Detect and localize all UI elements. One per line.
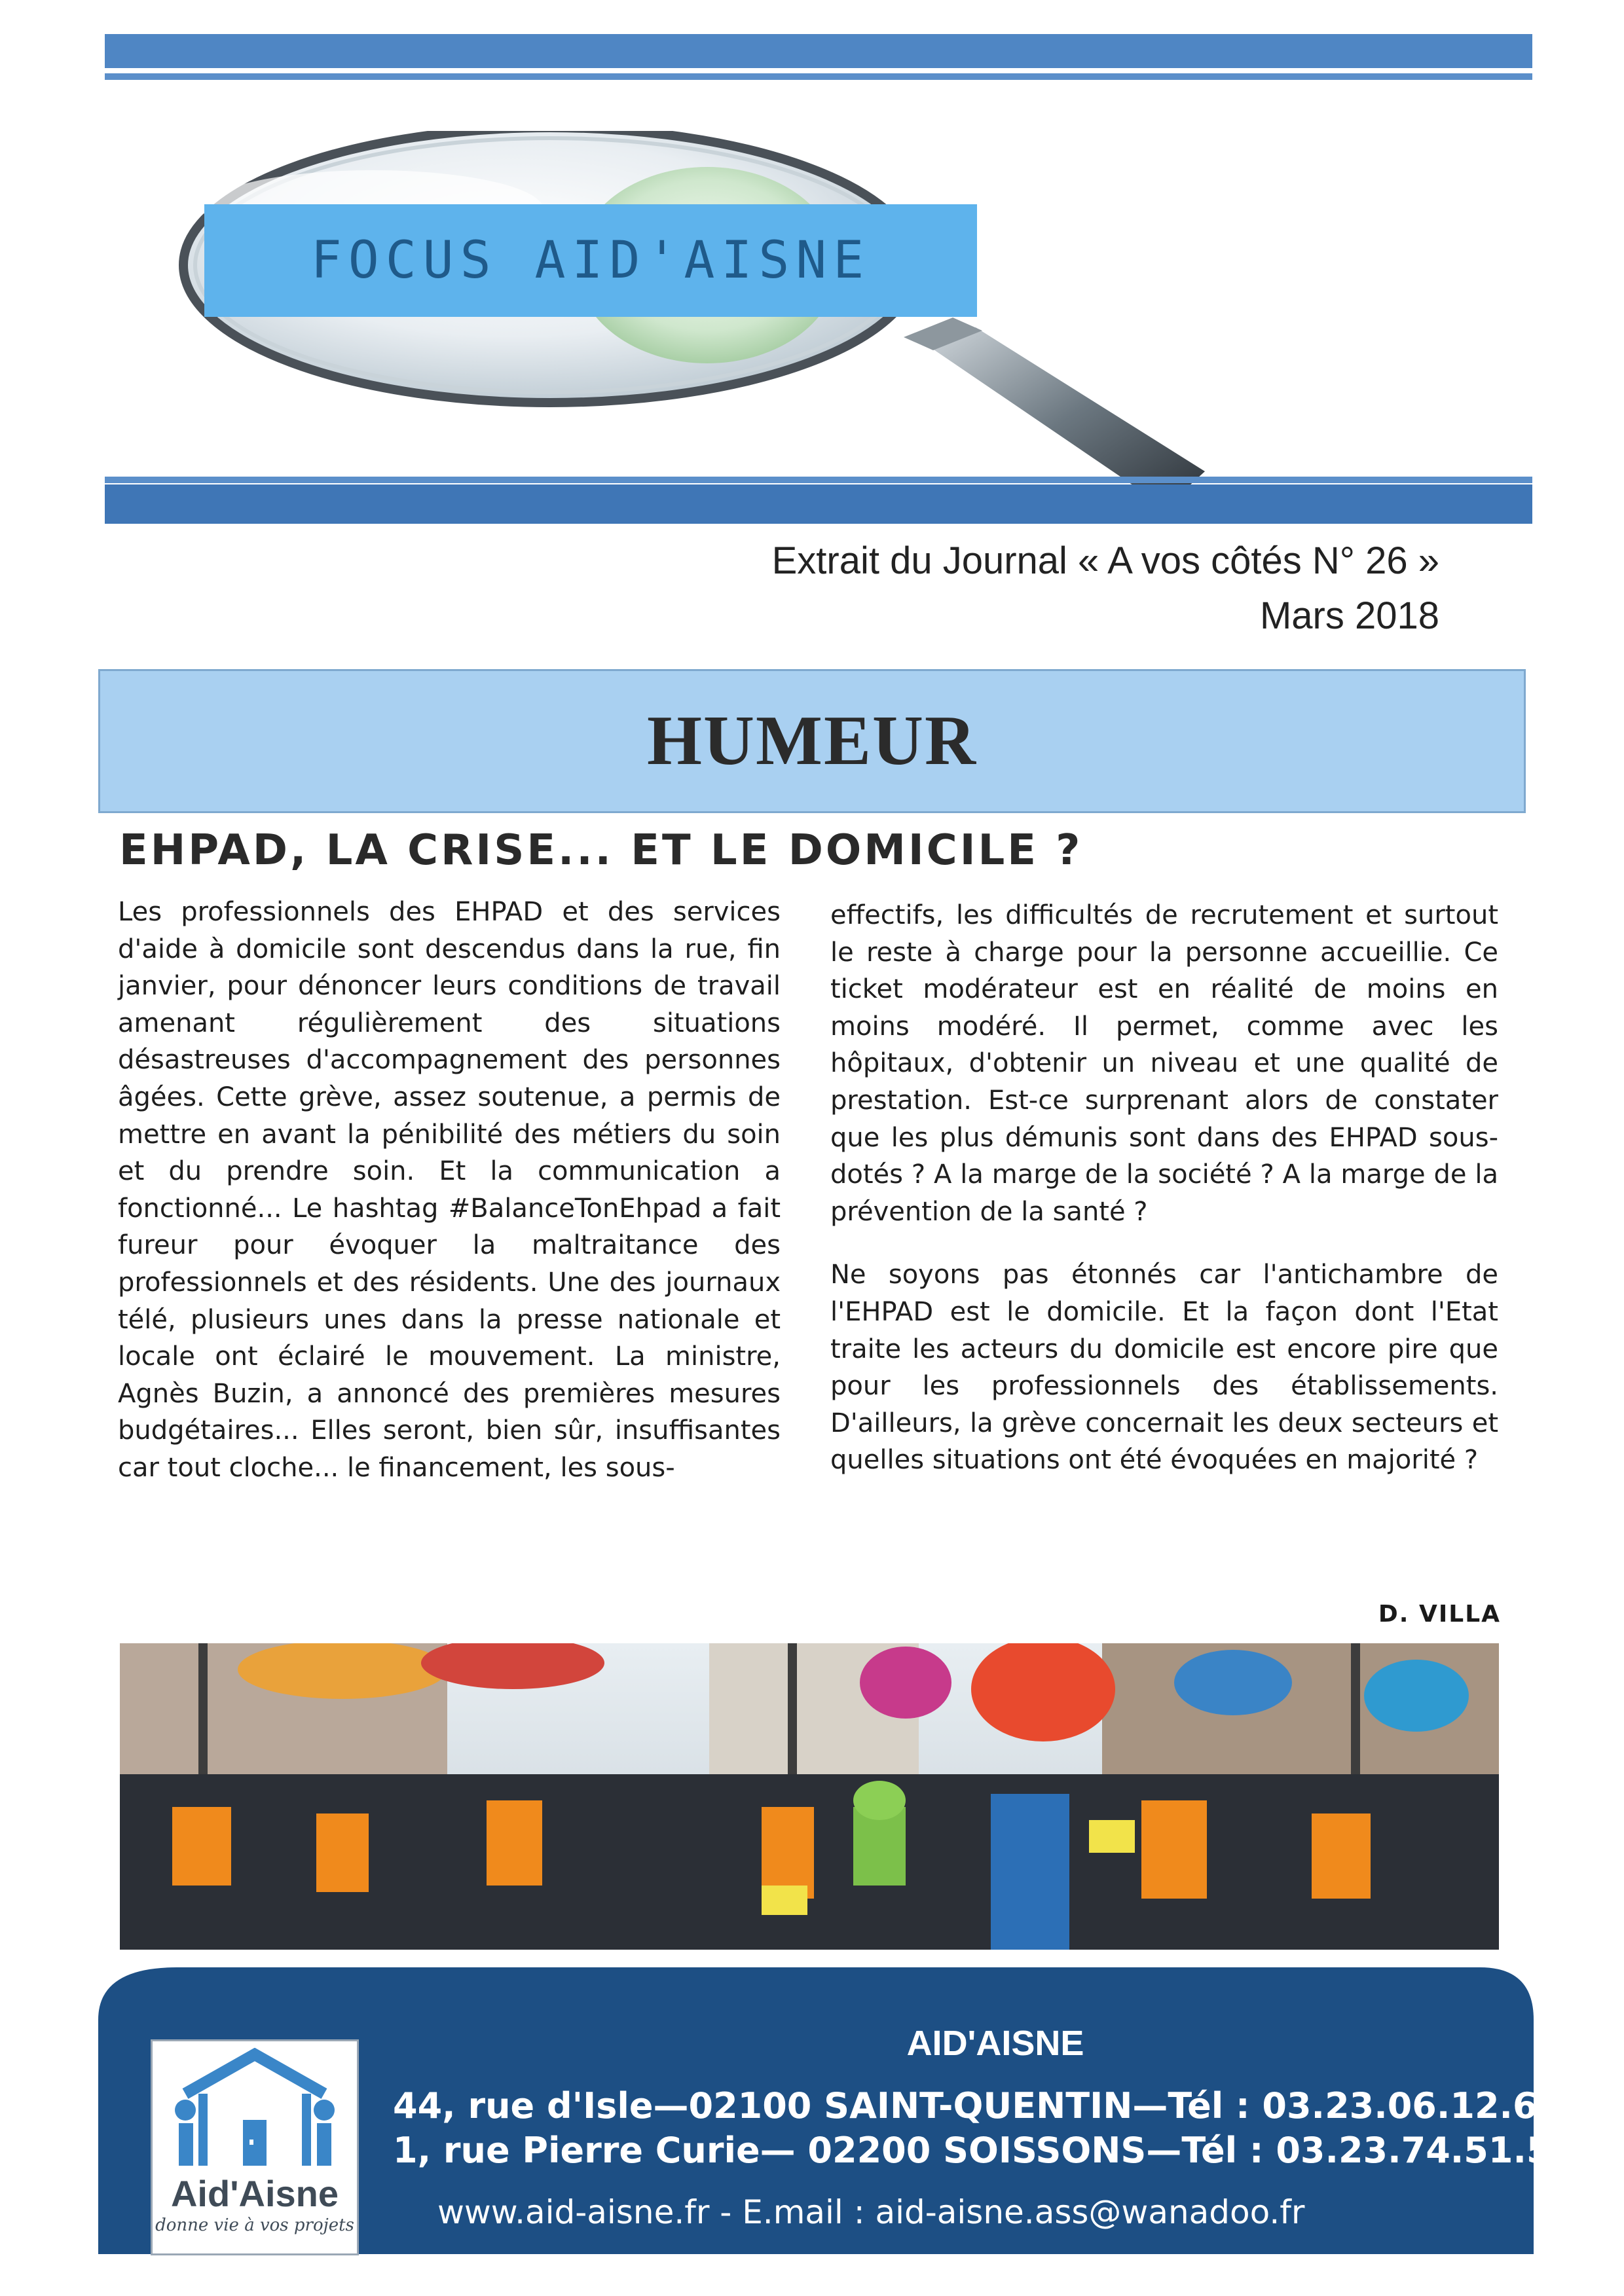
issue-info bbox=[772, 534, 1439, 644]
header-bottom-bar bbox=[105, 484, 1532, 524]
article-author: D. VILLA bbox=[1378, 1601, 1501, 1628]
magnifying-glass-icon bbox=[157, 131, 1231, 530]
address-soissons: 1, rue Pierre Curie— 02200 SOISSONS—Tél : 03.23.74.51.50 bbox=[393, 2130, 1576, 2171]
house-family-logo-icon bbox=[166, 2048, 344, 2172]
header-bottom-rule bbox=[105, 477, 1532, 483]
article-column-right bbox=[830, 897, 1498, 1479]
journal-extract-line: Extrait du Journal « A vos côtés N° 26 » bbox=[771, 539, 1439, 582]
article-headline: EHPAD, LA CRISE... ET LE DOMICILE ? bbox=[119, 826, 1083, 875]
issue-date: Mars 2018 bbox=[1259, 594, 1439, 637]
section-title: HUMEUR bbox=[647, 702, 977, 780]
article-paragraph: Ne soyons pas étonnés car l'antichambre de l'EHPAD est le domicile. Et la façon dont l'Etat traite les acteurs du domicile est encore pire que pour les professionnels des établissements. D'ailleurs, la grève concernait les deux secteurs et quelles situations ont été évoquées en majorité ? bbox=[830, 1260, 1498, 1476]
address-saint-quentin: 44, rue d'Isle—02100 SAINT-QUENTIN—Tél : 03.23.06.12.64 bbox=[393, 2085, 1562, 2126]
header-top-bar bbox=[105, 34, 1532, 68]
article-paragraph: Les professionnels des EHPAD et des services d'aide à domicile sont descendus dans la rue, fin janvier, pour dénoncer leurs conditions de travail amenant régulièrement des situations désastreuses d'accompagnement des personnes âgées. Cette grève, assez soutenue, a permis de mettre en avant la pénibilité des métiers du soin et du prendre soin. Et la communication a fonctionné... Le hashtag #BalanceTonEhpad a fait fureur pour évoquer la maltraitance des professionnels et des résidents. Une des journaux télé, plusieurs unes dans la presse nationale et locale ont éclairé le mouvement. La ministre, Agnès Buzin, a annoncé des premières mesures budgétaires... Elles seront, bien sûr, insuffisantes car tout cloche... le financement, les sous- bbox=[118, 897, 781, 1483]
brand-title: FOCUS AID'AISNE bbox=[310, 231, 871, 290]
section-banner bbox=[98, 669, 1526, 813]
aid-aisne-logo bbox=[151, 2039, 359, 2255]
logo-tagline: donne vie à vos projets bbox=[155, 2215, 354, 2235]
footer-org-name: AID'AISNE bbox=[906, 2024, 1084, 2063]
focus-title-box bbox=[204, 204, 977, 317]
demonstration-photo bbox=[120, 1643, 1499, 1950]
logo-wordmark: Aid'Aisne bbox=[170, 2173, 339, 2214]
header-top-rule bbox=[105, 73, 1532, 80]
article-paragraph: effectifs, les difficultés de recrutement et surtout le reste à charge pour la personne accueillie. Ce ticket modérateur est en réalité de moins en moins modéré. Il permet, comme avec les hôpitaux, d'obtenir un niveau et une qualité de prestation. Est-ce surprenant alors de constater que les plus démunis sont dans des EHPAD sous-dotés ? A la marge de la société ? A la marge de la prévention de la santé ? bbox=[830, 900, 1498, 1227]
article-column-left bbox=[118, 894, 781, 1487]
contact-web-email: www.aid-aisne.fr - E.mail : aid-aisne.ass@wanadoo.fr bbox=[437, 2193, 1305, 2231]
